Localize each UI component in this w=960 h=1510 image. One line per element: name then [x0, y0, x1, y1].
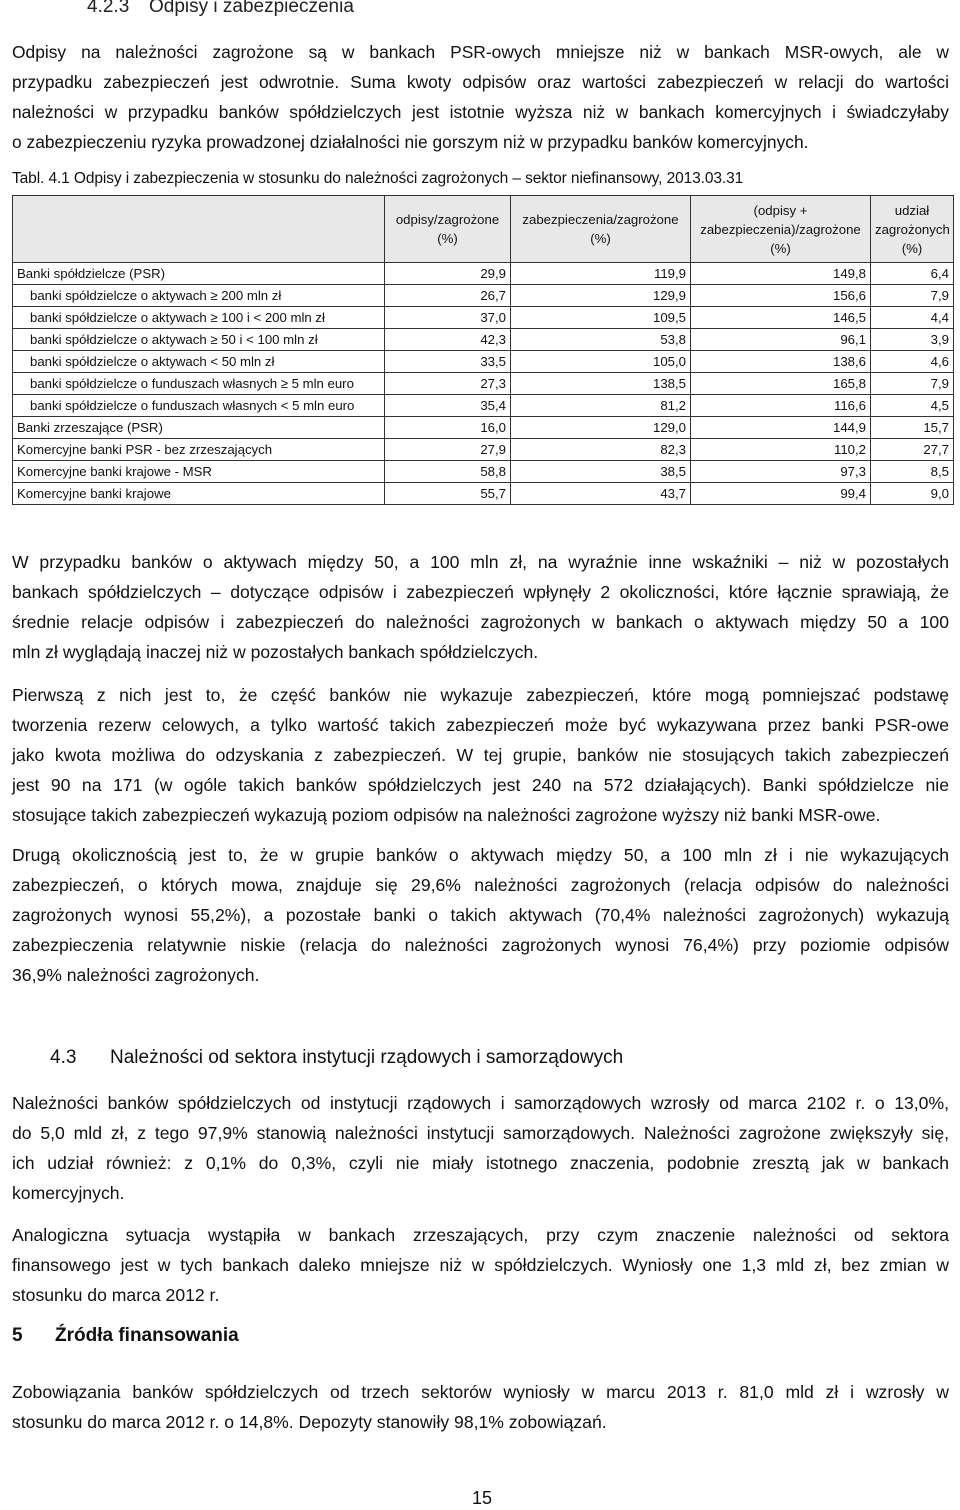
paragraph-line: W przypadku banków o aktywach między 50, a 100 mln zł, na wyraźnie inne wskaźniki – niż w pozostałych — [12, 552, 949, 572]
section-heading-4-3 — [50, 1047, 623, 1069]
row-label: banki spółdzielcze o aktywach ≥ 100 i < 200 mln zł — [13, 307, 385, 329]
section-title: Odpisy i zabezpieczenia — [149, 0, 354, 17]
table-cell-value: 97,3 — [691, 461, 871, 483]
table-caption: Tabl. 4.1 Odpisy i zabezpieczenia w stosunku do należności zagrożonych – sektor niefinansowy, 2013.03.31 — [12, 170, 744, 187]
table-cell-value: 26,7 — [385, 285, 511, 307]
paragraph-line: zabezpieczeń, o których mowa, znajduje się 29,6% należności zagrożonych (relacja odpisów do należności — [12, 875, 949, 895]
section-number: 4.3 — [50, 1047, 77, 1068]
section-heading-4-2-3 — [87, 0, 354, 18]
table-cell-value: 149,8 — [691, 263, 871, 285]
table-cell-value: 8,5 — [871, 461, 954, 483]
table-cell-value: 4,4 — [871, 307, 954, 329]
table-cell-value: 53,8 — [511, 329, 691, 351]
paragraph-4 — [12, 840, 949, 990]
paragraph-line: ich udział również: z 0,1% do 0,3%, czyli nie miały istotnego znaczenia, podobnie zresztą jak w bankach — [12, 1153, 949, 1173]
table-header-empty — [13, 196, 385, 263]
table-row — [13, 307, 954, 329]
paragraph-line: do 5,0 mld zł, z tego 97,9% stanowią należności instytucji samorządowych. Należności zagrożone zwiększyły się, — [12, 1123, 949, 1143]
paragraph-line: o zabezpieczeniu ryzyka prowadzonej działalności nie gorszym niż w przypadku banków komercyjnych. — [12, 132, 809, 152]
table-row — [13, 285, 954, 307]
paragraph-line: Analogiczna sytuacja wystąpiła w bankach zrzeszających, przy czym znaczenie należności od sektora — [12, 1225, 949, 1245]
section-heading-5 — [12, 1325, 239, 1347]
table-cell-value: 16,0 — [385, 417, 511, 439]
table-header-cell: zabezpieczenia/zagrożone (%) — [511, 196, 691, 263]
paragraph-line: tworzenia rezerw celowych, a tylko wartość takich zabezpieczeń może być wykazywana przez banki PSR-owe — [12, 715, 949, 735]
row-label: Komercyjne banki krajowe — [13, 483, 385, 505]
table-cell-value: 42,3 — [385, 329, 511, 351]
paragraph-line: Drugą okolicznością jest to, że w grupie banków o aktywach między 50, a 100 mln zł i nie wykazujących — [12, 845, 949, 865]
table-row — [13, 395, 954, 417]
paragraph-line: należności w przypadku banków spółdzielczych jest istotnie wyższa niż w bankach komercyjnych i świadczyłaby — [12, 102, 949, 122]
paragraph-line: Należności banków spółdzielczych od instytucji rządowych i samorządowych wzrosły od marca 2102 r. o 13,0%, — [12, 1093, 949, 1113]
paragraph-line: Pierwszą z nich jest to, że część banków nie wykazuje zabezpieczeń, które mogą pomniejszać podstawę — [12, 685, 949, 705]
table-cell-value: 138,6 — [691, 351, 871, 373]
paragraph-3 — [12, 680, 949, 830]
table-cell-value: 4,5 — [871, 395, 954, 417]
table-cell-value: 27,3 — [385, 373, 511, 395]
table-row — [13, 373, 954, 395]
table-cell-value: 109,5 — [511, 307, 691, 329]
table-cell-value: 15,7 — [871, 417, 954, 439]
paragraph-1 — [12, 37, 949, 157]
paragraph-line: jest 90 na 171 (w ogóle takich banków spółdzielczych jest 240 na 572 działających). Banki spółdzielcze nie — [12, 775, 949, 795]
paragraph-line: stosujące takich zabezpieczeń wykazują poziom odpisów na należności zagrożone wyższy niż banki MSR-owe. — [12, 805, 881, 825]
table-cell-value: 37,0 — [385, 307, 511, 329]
table-header-row — [13, 196, 954, 263]
table-cell-value: 156,6 — [691, 285, 871, 307]
table-cell-value: 3,9 — [871, 329, 954, 351]
paragraph-line: jako kwota możliwa do odzyskania z zabezpieczeń. W tej grupie, banków nie stosujących takich zabezpieczeń — [12, 745, 949, 765]
table-cell-value: 119,9 — [511, 263, 691, 285]
table-header-cell: udział zagrożonych (%) — [871, 196, 954, 263]
table-cell-value: 29,9 — [385, 263, 511, 285]
table-header-cell: odpisy/zagrożone (%) — [385, 196, 511, 263]
table-cell-value: 81,2 — [511, 395, 691, 417]
table-cell-value: 38,5 — [511, 461, 691, 483]
table-row — [13, 263, 954, 285]
table-header-cell: (odpisy + zabezpieczenia)/zagrożone (%) — [691, 196, 871, 263]
table-cell-value: 110,2 — [691, 439, 871, 461]
paragraph-2 — [12, 547, 949, 667]
section-title: Należności od sektora instytucji rządowych i samorządowych — [110, 1047, 624, 1068]
data-table — [12, 195, 954, 505]
table-cell-value: 43,7 — [511, 483, 691, 505]
section-title: Źródła finansowania — [55, 1325, 239, 1346]
table-cell-value: 96,1 — [691, 329, 871, 351]
row-label: Banki spółdzielcze (PSR) — [13, 263, 385, 285]
paragraph-line: mln zł wyglądają inaczej niż w pozostałych bankach spółdzielczych. — [12, 642, 539, 662]
table-row — [13, 417, 954, 439]
table-cell-value: 7,9 — [871, 373, 954, 395]
row-label: Komercyjne banki PSR - bez zrzeszających — [13, 439, 385, 461]
paragraph-line: stosunku do marca 2012 r. — [12, 1285, 220, 1305]
paragraph-line: przypadku zabezpieczeń jest odwrotnie. Suma kwoty odpisów oraz wartości zabezpieczeń w relacji do wartości — [12, 72, 949, 92]
row-label: banki spółdzielcze o funduszach własnych < 5 mln euro — [13, 395, 385, 417]
row-label: banki spółdzielcze o aktywach < 50 mln zł — [13, 351, 385, 373]
table-cell-value: 58,8 — [385, 461, 511, 483]
paragraph-line: Zobowiązania banków spółdzielczych od trzech sektorów wyniosły w marcu 2013 r. 81,0 mld zł i wzrosły w — [12, 1382, 949, 1402]
row-label: Banki zrzeszające (PSR) — [13, 417, 385, 439]
table-cell-value: 55,7 — [385, 483, 511, 505]
table-cell-value: 33,5 — [385, 351, 511, 373]
section-number: 5 — [12, 1325, 23, 1346]
table-row — [13, 483, 954, 505]
paragraph-7 — [12, 1377, 949, 1437]
paragraph-line: Odpisy na należności zagrożone są w bankach PSR-owych mniejsze niż w bankach MSR-owych, ale w — [12, 42, 949, 62]
row-label: banki spółdzielcze o funduszach własnych ≥ 5 mln euro — [13, 373, 385, 395]
table-cell-value: 35,4 — [385, 395, 511, 417]
paragraph-5 — [12, 1088, 949, 1208]
table-cell-value: 4,6 — [871, 351, 954, 373]
table-cell-value: 27,9 — [385, 439, 511, 461]
table-cell-value: 138,5 — [511, 373, 691, 395]
table-cell-value: 9,0 — [871, 483, 954, 505]
paragraph-line: zabezpieczenia relatywnie niskie (relacja do należności zagrożonych wynosi 76,4%) przy poziomie odpisów — [12, 935, 949, 955]
paragraph-6 — [12, 1220, 949, 1310]
table-cell-value: 27,7 — [871, 439, 954, 461]
table-row — [13, 439, 954, 461]
table-cell-value: 99,4 — [691, 483, 871, 505]
table-cell-value: 129,0 — [511, 417, 691, 439]
paragraph-line: komercyjnych. — [12, 1183, 125, 1203]
paragraph-line: bankach spółdzielczych – dotyczące odpisów i zabezpieczeń wpłynęły 2 okoliczności, które łącznie sprawiają, że — [12, 582, 949, 602]
table-cell-value: 146,5 — [691, 307, 871, 329]
table-body — [13, 263, 954, 505]
table-row — [13, 351, 954, 373]
paragraph-line: finansowego jest w tych bankach daleko mniejsze niż w spółdzielczych. Wyniosły one 1,3 mld zł, bez zmian w — [12, 1255, 949, 1275]
row-label: banki spółdzielcze o aktywach ≥ 50 i < 100 mln zł — [13, 329, 385, 351]
table-cell-value: 129,9 — [511, 285, 691, 307]
page-number: 15 — [472, 1488, 493, 1508]
table-cell-value: 116,6 — [691, 395, 871, 417]
row-label: banki spółdzielcze o aktywach ≥ 200 mln zł — [13, 285, 385, 307]
section-number: 4.2.3 — [87, 0, 130, 17]
paragraph-line: zagrożonych wynosi 55,2%), a pozostałe banki o takich aktywach (70,4% należności zagrożonych) wykazują — [12, 905, 949, 925]
table-cell-value: 144,9 — [691, 417, 871, 439]
paragraph-line: średnie relacje odpisów i zabezpieczeń do należności zagrożonych w bankach o aktywach między 50 a 100 — [12, 612, 949, 632]
table-cell-value: 105,0 — [511, 351, 691, 373]
paragraph-line: stosunku do marca 2012 r. o 14,8%. Depozyty stanowiły 98,1% zobowiązań. — [12, 1412, 607, 1432]
table-cell-value: 7,9 — [871, 285, 954, 307]
paragraph-line: 36,9% należności zagrożonych. — [12, 965, 260, 985]
table-row — [13, 461, 954, 483]
row-label: Komercyjne banki krajowe - MSR — [13, 461, 385, 483]
table-row — [13, 329, 954, 351]
table-cell-value: 82,3 — [511, 439, 691, 461]
table-cell-value: 165,8 — [691, 373, 871, 395]
table-cell-value: 6,4 — [871, 263, 954, 285]
